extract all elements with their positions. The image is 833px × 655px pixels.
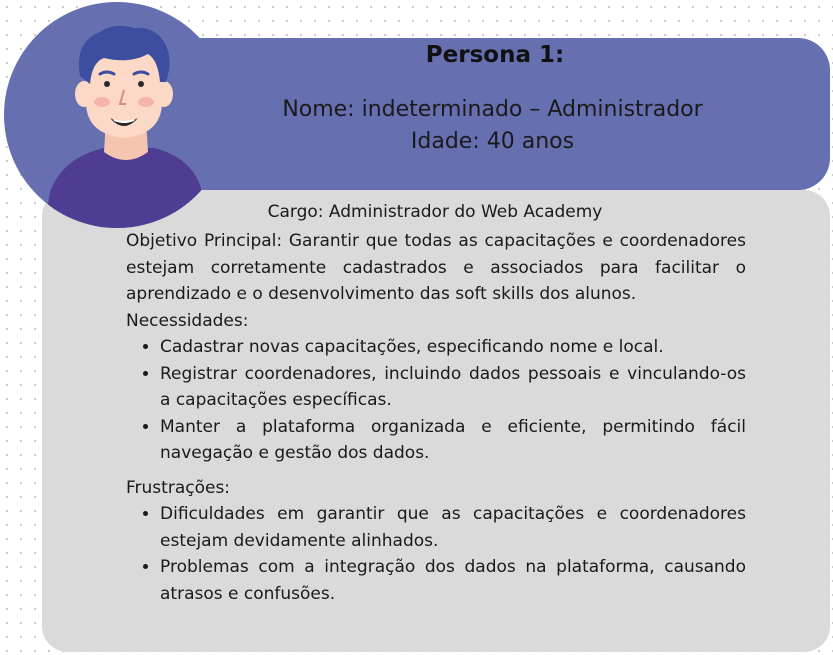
needs-item: • Registrar coordenadores, incluindo dados pessoais e vinculando-os a capacitações específicas.: [160, 361, 746, 414]
frustrations-list: [126, 501, 746, 607]
needs-heading: Necessidades:: [126, 310, 249, 331]
persona-description: [126, 228, 746, 607]
needs-item: • Cadastrar novas capacitações, especificando nome e local.: [160, 334, 746, 361]
objective-text: Objetivo Principal: Garantir que todas as capacitações e coordenadores estejam corretamente cadastrados e associados para facilitar o aprendizado e o desenvolvimento das soft skills dos alunos.: [126, 231, 746, 304]
frustrations-item: • Problemas com a integração dos dados na plataforma, causando atrasos e confusões.: [160, 554, 746, 607]
frustrations-item: • Dificuldades em garantir que as capacitações e coordenadores estejam devidamente alinhados.: [160, 501, 746, 554]
needs-item: • Manter a plataforma organizada e eficiente, permitindo fácil navegação e gestão dos dados.: [160, 414, 746, 467]
frustrations-heading: Frustrações:: [126, 477, 231, 498]
persona-age: Idade: 40 anos: [410, 129, 575, 154]
person-avatar-icon: [4, 2, 230, 228]
avatar: [4, 2, 230, 228]
persona-title: Persona 1:: [425, 42, 565, 68]
needs-list: [126, 334, 746, 467]
persona-role: Cargo: Administrador do Web Academy: [267, 202, 603, 222]
persona-name: Nome: indeterminado – Administrador: [282, 97, 703, 122]
